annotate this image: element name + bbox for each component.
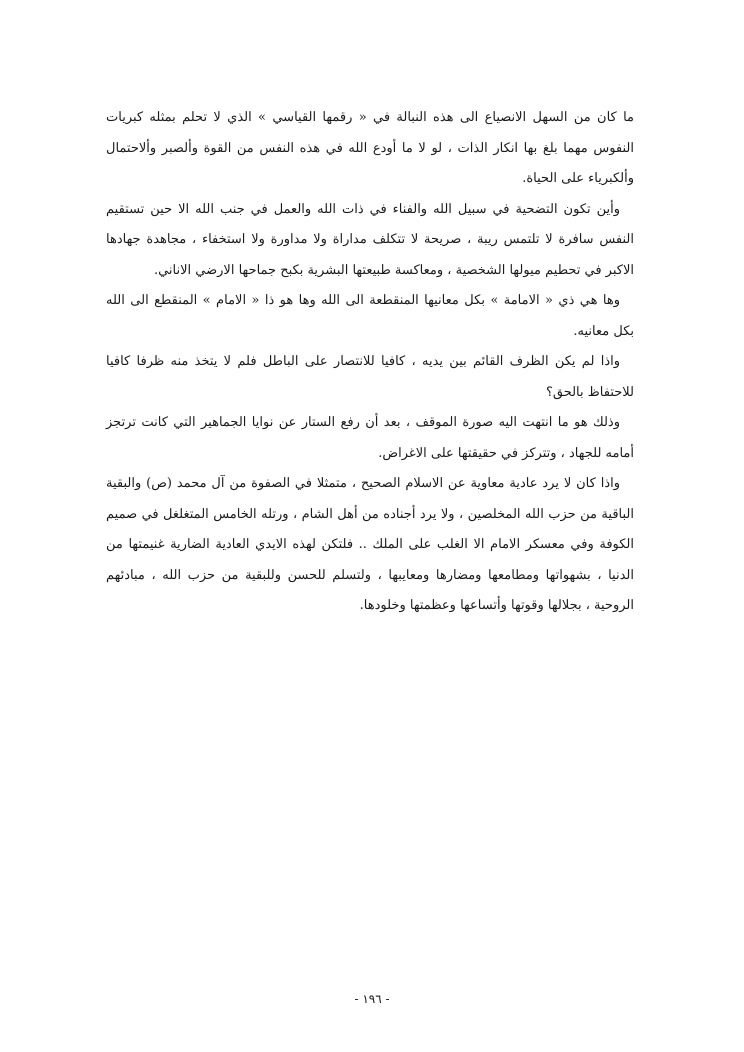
paragraph-2: وأين تكون التضحية في سبيل الله والفناء في ذات الله والعمل في جنب الله الا حين تستقيم النفس سافرة لا تلتمس ريبة ، صريحة لا تتكلف مداراة ولا مداورة ولا استخفاء ، مجاهدة جهادها الاكبر في تحطيم ميولها الشخصية ، ومعاكسة طبيعتها البشرية بكبح جماحها الارضي الاناني. <box>106 201 634 278</box>
paragraph-4: واذا لم يكن الظرف القائم بين يديه ، كافيا للانتصار على الباطل فلم لا يتخذ منه ظرفا كافيا للاحتفاظ بالحق؟ <box>106 354 634 400</box>
paragraph-5: وذلك هو ما انتهت اليه صورة الموقف ، بعد أن رفع الستار عن نوايا الجماهير التي كانت ترتجز أمامه للجهاد ، وتتركز في حقيقتها على الاغراض. <box>106 415 634 461</box>
page-number: - ١٩٦ - <box>354 992 390 1006</box>
paragraph-3: وها هي ذي « الامامة » بكل معانيها المنقطعة الى الله وها هو ذا « الامام » المنقطع الى الله بكل معانيه. <box>106 293 634 339</box>
paragraph-1: ما كان من السهل الانصياع الى هذه النبالة في « رقمها القياسي » الذي لا تحلم بمثله كبريات النفوس مهما بلغ بها انكار الذات ، لو لا ما أودع الله في هذه النفس من القوة وألصبر وألاحتمال وألكبرياء على الحياة. <box>106 110 634 186</box>
body-text <box>106 103 634 622</box>
paragraph-6: واذا كان لا يرد عادية معاوية عن الاسلام الصحيح ، متمثلا في الصفوة من آل محمد (ص) والبقية الباقية من حزب الله المخلصين ، ولا يرد أجناده من أهل الشام ، ورتله الخامس المتغلغل في صميم الكوفة وفي معسكر الامام الا الغلب على الملك .. فلتكن لهذه الايدي العادية الضارية غنيمتها من الدنيا ، بشهواتها ومطامعها ومضارها ومعايبها ، ولتسلم للحسن وللبقية من حزب الله ، مبادئهم الروحية ، بجلالها وقوتها وأتساعها وعظمتها وخلودها. <box>106 476 634 613</box>
